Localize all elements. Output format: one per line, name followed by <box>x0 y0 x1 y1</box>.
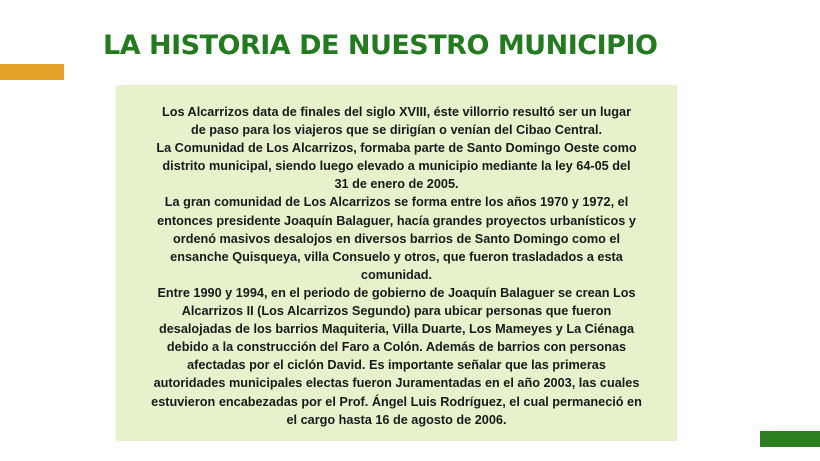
accent-bar-right <box>760 431 820 447</box>
history-text-panel <box>116 85 677 441</box>
accent-bar-left <box>0 64 64 80</box>
slide-title: LA HISTORIA DE NUESTRO MUNICIPIO <box>103 30 658 61</box>
history-text: Los Alcarrizos data de finales del siglo XVIII, éste villorrio resultó ser un lugar de paso para los viajeros que se dirigían o venían del Cibao Central. La Comunidad de Los Alcarrizos, formaba parte de Santo Domingo Oeste como distrito municipal, siendo luego elevado a municipio mediante la ley 64-05 del 31 de enero de 2005. La gran comunidad de Los Alcarrizos se forma entre los años 1970 y 1972, el entonces presidente Joaquín Balaguer, hacía grandes proyectos urbanísticos y ordenó masivos desalojos en diversos barrios de Santo Domingo como el ensanche Quisqueya, villa Consuelo y otros, que fueron trasladados a esta comunidad. Entre 1990 y 1994, en el periodo de gobierno de Joaquín Balaguer se crean Los Alcarrizos II (Los Alcarrizos Segundo) para ubicar personas que fueron desalojadas de los barrios Maquiteria, Villa Duarte, Los Mameyes y La Ciénaga debido a la construcción del Faro a Colón. Además de barrios con personas afectadas por el ciclón David. Es importante señalar que las primeras autoridades municipales electas fueron Juramentadas en el año 2003, las cuales estuvieron encabezadas por el Prof. Ángel Luis Rodríguez, el cual permaneció en el cargo hasta 16 de agosto de 2006. <box>151 105 642 427</box>
